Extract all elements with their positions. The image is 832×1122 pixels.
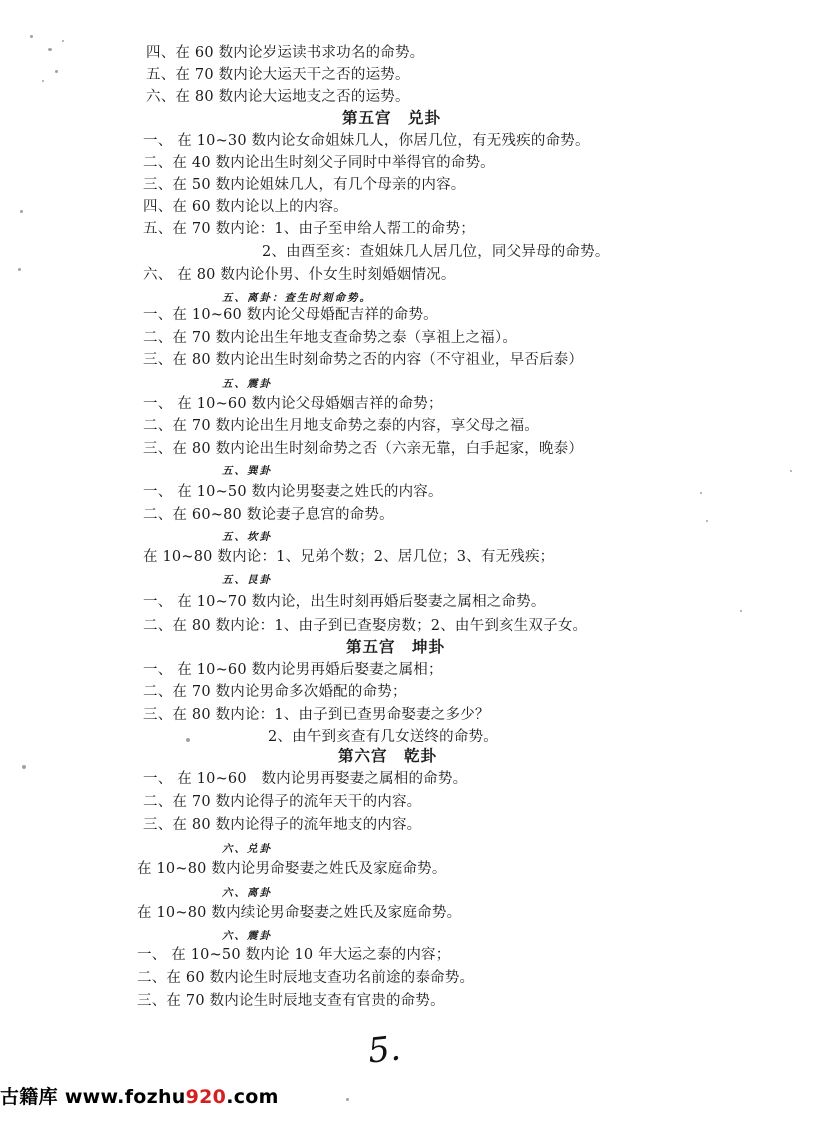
sub-heading: 五、震卦 <box>222 378 272 390</box>
text-line: 一、 在 10~60 数内论父母婚姻吉祥的命势； <box>143 396 443 412</box>
text-line: 二、在 60 数内论生时辰地支查功名前途的泰命势。 <box>137 970 475 986</box>
scan-speck <box>48 48 52 51</box>
text-line: 三、在 50 数内论姐妹几人，有几个母亲的内容。 <box>143 177 466 193</box>
site-name: 古籍库 <box>0 1086 58 1108</box>
section-heading: 第五宫 坤卦 <box>346 637 446 656</box>
scan-speck <box>18 268 21 271</box>
section-heading: 第六宫 乾卦 <box>338 746 438 765</box>
scan-speck <box>20 210 23 213</box>
sub-heading: 五、艮卦 <box>222 574 272 586</box>
page-number: 5. <box>365 1028 403 1072</box>
section-heading: 第五宫 兑卦 <box>342 108 442 127</box>
text-line: 一、在 10~60 数内论父母婚配吉祥的命势。 <box>143 307 438 323</box>
scan-speck <box>22 765 26 769</box>
sub-heading: 六、兑卦 <box>222 843 272 855</box>
text-line: 六、 在 80 数内论仆男、仆女生时刻婚姻情况。 <box>143 267 456 283</box>
scan-speck <box>790 470 792 472</box>
text-line: 一、 在 10~70 数内论，出生时刻再婚后娶妻之属相之命势。 <box>143 594 546 610</box>
text-line: 一、 在 10~50 数内论男娶妻之姓氏的内容。 <box>143 484 443 500</box>
watermark-footer <box>0 1082 279 1109</box>
text-line: 在 10~80 数内论：1、兄弟个数；2、居几位；3、有无残疾； <box>143 549 555 565</box>
text-line: 二、在 80 数内论：1、由子到已查娶房数；2、由午到亥生双子女。 <box>143 618 588 634</box>
text-line: 三、在 80 数内论：1、由子到已查男命娶妻之多少？ <box>143 707 490 723</box>
text-line: 二、在 40 数内论出生时刻父子同时中举得官的命势。 <box>143 155 495 171</box>
scan-speck <box>346 1098 349 1101</box>
sub-heading: 五、坎卦 <box>222 531 272 543</box>
text-line: 四、在 60 数内论岁运读书求功名的命势。 <box>146 45 425 61</box>
site-url: www.fozhu920.com <box>64 1086 279 1108</box>
scan-speck <box>55 70 58 73</box>
text-line: 六、在 80 数内论大运地支之否的运势。 <box>146 89 410 105</box>
text-line: 五、在 70 数内论：1、由子至申给人帮工的命势； <box>143 221 475 237</box>
scan-speck <box>706 520 708 522</box>
text-line: 一、 在 10~60 数内论男再娶妻之属相的命势。 <box>143 771 468 787</box>
text-line: 在 10~80 数内论男命娶妻之姓氏及家庭命势。 <box>137 861 447 877</box>
text-line: 五、在 70 数内论大运天干之否的运势。 <box>146 67 410 83</box>
text-line: 2、由酉至亥：查姐妹几人居几位，同父异母的命势。 <box>262 244 610 260</box>
text-line: 三、在 80 数内论出生时刻命势之否的内容（不守祖业，早否后泰） <box>143 352 584 368</box>
text-line: 四、在 60 数内论以上的内容。 <box>143 199 348 215</box>
scan-speck <box>186 738 190 742</box>
scan-speck <box>740 610 742 612</box>
text-line: 二、在 70 数内论出生月地支命势之泰的内容，享父母之福。 <box>143 418 539 434</box>
text-line: 三、在 80 数内论得子的流年地支的内容。 <box>143 817 422 833</box>
scan-speck <box>42 80 44 82</box>
text-line: 三、在 70 数内论生时辰地支查有官贵的命势。 <box>137 993 445 1009</box>
sub-heading: 六、震卦 <box>222 930 272 942</box>
scan-speck <box>62 40 64 42</box>
text-line: 二、在 60~80 数论妻子息宫的命势。 <box>143 507 394 523</box>
text-line: 2、由午到亥查有几女送终的命势。 <box>268 729 498 745</box>
scan-speck <box>700 492 702 494</box>
text-line: 三、在 80 数内论出生时刻命势之否（六亲无靠，白手起家，晚泰） <box>143 441 584 457</box>
text-line: 二、在 70 数内论出生年地支查命势之泰（享祖上之福）。 <box>143 330 518 346</box>
text-line: 在 10~80 数内续论男命娶妻之姓氏及家庭命势。 <box>137 905 462 921</box>
scan-speck <box>30 35 33 38</box>
text-line: 二、在 70 数内论男命多次婚配的命势； <box>143 684 407 700</box>
sub-heading: 六、离卦 <box>222 887 272 899</box>
text-line: 一、 在 10~60 数内论男再婚后娶妻之属相； <box>143 662 443 678</box>
text-line: 一、 在 10~30 数内论女命姐妹几人，你居几位，有无残疾的命势。 <box>143 133 590 149</box>
sub-heading: 五、离卦：查生时刻命势。 <box>222 292 372 304</box>
text-line: 二、在 70 数内论得子的流年天干的内容。 <box>143 794 422 810</box>
sub-heading: 五、巽卦 <box>222 465 272 477</box>
text-line: 一、 在 10~50 数内论 10 年大运之泰的内容； <box>137 947 451 963</box>
